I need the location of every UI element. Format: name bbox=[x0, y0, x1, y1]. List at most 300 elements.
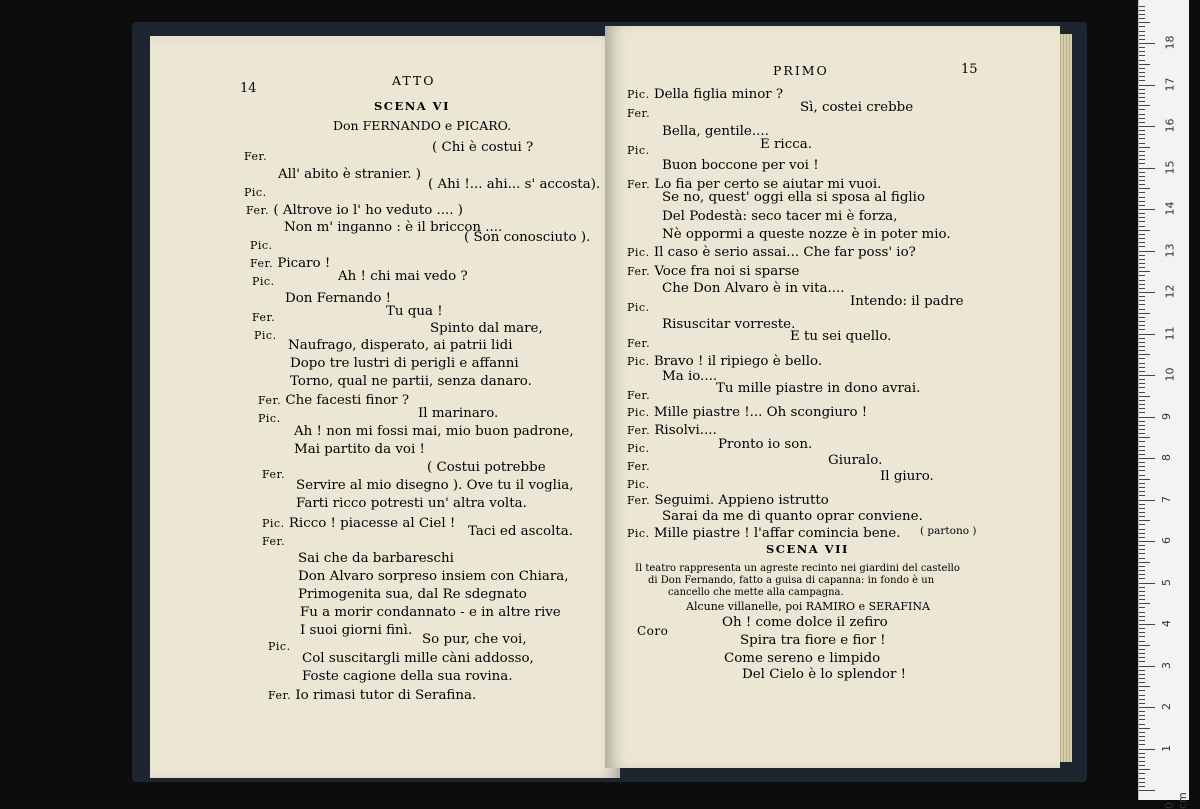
ruler-tick bbox=[1139, 475, 1145, 476]
ruler-tick bbox=[1139, 790, 1155, 791]
scene-title-left: SCENA VI bbox=[374, 99, 450, 113]
dialogue-line bbox=[627, 337, 650, 350]
ruler-tick bbox=[1139, 458, 1155, 459]
ruler-tick bbox=[1139, 230, 1150, 231]
ruler-tick bbox=[1139, 628, 1145, 629]
ruler-tick bbox=[1139, 379, 1145, 380]
ruler-tick bbox=[1139, 134, 1145, 135]
dialogue-line: So pur, che voi, bbox=[422, 632, 527, 647]
speaker-label: Fer. bbox=[250, 257, 274, 270]
dialogue-line: Primogenita sua, dal Re sdegnato bbox=[298, 587, 527, 602]
speaker-label: Fer. bbox=[627, 460, 651, 473]
dialogue-line: Pic. Della figlia minor ? bbox=[627, 87, 784, 102]
ruler-tick bbox=[1139, 263, 1145, 264]
ruler-tick bbox=[1139, 172, 1145, 173]
ruler-tick bbox=[1139, 334, 1155, 335]
ruler-tick bbox=[1139, 317, 1145, 318]
dialogue-line bbox=[244, 150, 267, 163]
ruler-tick bbox=[1139, 55, 1145, 56]
ruler-tick bbox=[1139, 159, 1145, 160]
dialogue-line bbox=[252, 311, 275, 324]
ruler-tick bbox=[1139, 138, 1145, 139]
ruler-tick bbox=[1139, 583, 1155, 584]
ruler-tick bbox=[1139, 786, 1145, 787]
ruler-tick bbox=[1139, 616, 1145, 617]
ruler-number: 6 bbox=[1160, 537, 1173, 544]
ruler-tick bbox=[1139, 234, 1145, 235]
dialogue-line: Ah ! chi mai vedo ? bbox=[338, 269, 468, 284]
ruler-number: 15 bbox=[1163, 160, 1177, 174]
stage-direction-line: di Don Fernando, fatto a guisa di capanna: in fondo è un bbox=[648, 575, 935, 586]
ruler-tick bbox=[1139, 462, 1145, 463]
dialogue-line: Buon boccone per voi ! bbox=[662, 158, 819, 173]
dialogue-line: Sì, costei crebbe bbox=[800, 100, 914, 115]
ruler-tick bbox=[1139, 454, 1145, 455]
ruler-tick bbox=[1139, 10, 1145, 11]
ruler-tick bbox=[1139, 259, 1145, 260]
ruler-number: 11 bbox=[1163, 326, 1177, 340]
ruler-tick bbox=[1139, 495, 1145, 496]
dialogue-line: Taci ed ascolta. bbox=[468, 524, 573, 539]
ruler-tick bbox=[1139, 163, 1145, 164]
speaker-label: Fer. bbox=[627, 265, 651, 278]
ruler-tick bbox=[1139, 329, 1145, 330]
dialogue-line: Pic. Ricco ! piacesse al Ciel ! bbox=[262, 516, 456, 531]
ruler-tick bbox=[1139, 533, 1145, 534]
ruler-tick bbox=[1139, 217, 1145, 218]
ruler-tick bbox=[1139, 545, 1145, 546]
speaker-label: Fer. bbox=[627, 107, 651, 120]
ruler-tick bbox=[1139, 404, 1145, 405]
ruler-tick bbox=[1139, 35, 1145, 36]
ruler-tick bbox=[1139, 732, 1145, 733]
dialogue-line bbox=[262, 535, 285, 548]
dialogue-line: Pic. Il caso è serio assai... Che far poss' io? bbox=[627, 245, 916, 260]
ruler-tick bbox=[1139, 782, 1145, 783]
dialogue-line: ( partono ) bbox=[920, 525, 977, 537]
dialogue-line: ( Chi è costui ? bbox=[432, 140, 534, 155]
dialogue-line: Mai partito da voi ! bbox=[294, 442, 425, 457]
ruler-tick bbox=[1139, 632, 1145, 633]
ruler-tick bbox=[1139, 209, 1155, 210]
dialogue-line bbox=[268, 640, 291, 653]
ruler-tick bbox=[1139, 304, 1145, 305]
ruler-tick bbox=[1139, 612, 1145, 613]
speaker-label: Pic. bbox=[627, 144, 650, 157]
ruler-tick bbox=[1139, 491, 1145, 492]
dialogue-line: Ma io.... bbox=[662, 369, 718, 384]
ruler-tick bbox=[1139, 778, 1145, 779]
dialogue-line: Bella, gentile.... bbox=[662, 124, 769, 139]
speaker-label: Fer. bbox=[268, 689, 292, 702]
dialogue-line bbox=[627, 144, 650, 157]
ruler-tick bbox=[1139, 387, 1145, 388]
ruler-number: 4 bbox=[1160, 620, 1173, 627]
ruler-number: 16 bbox=[1163, 118, 1177, 133]
dialogue-line: Sai che da barbareschi bbox=[298, 551, 454, 566]
ruler-tick bbox=[1139, 238, 1145, 239]
ruler-number: 3 bbox=[1160, 661, 1173, 669]
ruler-tick bbox=[1139, 719, 1145, 720]
dialogue-line: Ah ! non mi fossi mai, mio buon padrone, bbox=[294, 424, 574, 439]
dialogue-line: E ricca. bbox=[760, 137, 812, 152]
dialogue-line: Col suscitargli mille càni addosso, bbox=[302, 651, 534, 666]
ruler-tick bbox=[1139, 213, 1145, 214]
ruler-tick bbox=[1139, 437, 1150, 438]
ruler-tick bbox=[1139, 271, 1150, 272]
ruler-tick bbox=[1139, 479, 1150, 480]
speaker-label: Pic. bbox=[262, 517, 285, 530]
ruler-tick bbox=[1139, 537, 1145, 538]
chorus-line: Come sereno e limpido bbox=[724, 651, 881, 666]
ruler-tick bbox=[1139, 197, 1145, 198]
ruler-tick bbox=[1139, 309, 1145, 310]
dialogue-line: Fu a morir condannato - e in altre rive bbox=[300, 605, 561, 620]
dialogue-line bbox=[627, 478, 650, 491]
dialogue-line: Naufrago, disperato, ai patrii lidi bbox=[288, 338, 513, 353]
ruler-tick bbox=[1139, 80, 1145, 81]
ruler-tick bbox=[1139, 392, 1145, 393]
ruler-tick bbox=[1139, 130, 1145, 131]
speaker-label: Fer. bbox=[627, 337, 651, 350]
dialogue-line bbox=[627, 107, 650, 120]
dialogue-line: Servire al mio disegno ). Ove tu il voglia, bbox=[296, 478, 574, 493]
ruler-tick bbox=[1139, 417, 1155, 418]
ruler-tick bbox=[1139, 246, 1145, 247]
ruler-tick bbox=[1139, 757, 1145, 758]
dialogue-line: Pic. Mille piastre !... Oh scongiuro ! bbox=[627, 405, 868, 420]
ruler-tick bbox=[1139, 109, 1145, 110]
dialogue-line: Il giuro. bbox=[880, 469, 934, 484]
ruler-tick bbox=[1139, 26, 1145, 27]
ruler-tick bbox=[1139, 105, 1150, 106]
dialogue-line: Farti ricco potresti un' altra volta. bbox=[296, 496, 527, 511]
ruler-tick bbox=[1139, 221, 1145, 222]
stage-direction-line: cancello che mette alla campagna. bbox=[668, 587, 844, 598]
speaker-label: Pic. bbox=[258, 412, 281, 425]
page-edges bbox=[1058, 34, 1072, 762]
ruler-tick bbox=[1139, 599, 1145, 600]
ruler-tick bbox=[1139, 661, 1145, 662]
dialogue-line bbox=[627, 460, 650, 473]
ruler-tick bbox=[1139, 699, 1145, 700]
dialogue-line: Dopo tre lustri di perigli e affanni bbox=[290, 356, 519, 371]
dialogue-line bbox=[258, 412, 281, 425]
ruler-tick bbox=[1139, 6, 1145, 7]
ruler-tick bbox=[1139, 641, 1145, 642]
ruler-tick bbox=[1139, 85, 1155, 86]
ruler-tick bbox=[1139, 288, 1145, 289]
ruler-tick bbox=[1139, 255, 1145, 256]
ruler-tick bbox=[1139, 51, 1145, 52]
dialogue-line: Pic. Bravo ! il ripiego è bello. bbox=[627, 354, 823, 369]
ruler-tick bbox=[1139, 761, 1145, 762]
ruler-number: 12 bbox=[1163, 284, 1177, 299]
dialogue-line: Sarai da me di quanto oprar conviene. bbox=[662, 509, 923, 524]
ruler-tick bbox=[1139, 126, 1155, 127]
dialogue-line: Don Fernando ! bbox=[285, 291, 392, 306]
ruler-number: 0 cm bbox=[1163, 792, 1189, 809]
ruler-tick bbox=[1139, 749, 1155, 750]
ruler-tick bbox=[1139, 516, 1145, 517]
ruler-tick bbox=[1139, 682, 1145, 683]
dialogue-line: Tu qua ! bbox=[386, 304, 443, 319]
ruler-number: 5 bbox=[1160, 578, 1173, 586]
speaker-label: Pic. bbox=[627, 442, 650, 455]
dialogue-line: Il marinaro. bbox=[418, 406, 499, 421]
dialogue-line: Fer. ( Altrove io l' ho veduto .... ) bbox=[246, 203, 464, 218]
ruler-tick bbox=[1139, 541, 1155, 542]
ruler-tick bbox=[1139, 620, 1145, 621]
chorus-line: Oh ! come dolce il zefiro bbox=[722, 615, 888, 630]
ruler-tick bbox=[1139, 168, 1155, 169]
dialogue-line: Fer. Seguimi. Appieno istrutto bbox=[627, 493, 829, 508]
ruler-tick bbox=[1139, 603, 1150, 604]
ruler-tick bbox=[1139, 446, 1145, 447]
ruler-tick bbox=[1139, 313, 1150, 314]
ruler-tick bbox=[1139, 97, 1145, 98]
ruler-tick bbox=[1139, 433, 1145, 434]
ruler-tick bbox=[1139, 549, 1145, 550]
ruler-tick bbox=[1139, 578, 1145, 579]
ruler-tick bbox=[1139, 31, 1145, 32]
stage-direction-line: Il teatro rappresenta un agreste recinto nei giardini del castello bbox=[635, 563, 960, 574]
ruler-number: 2 bbox=[1160, 703, 1173, 710]
ruler-tick bbox=[1139, 292, 1155, 293]
ruler-tick bbox=[1139, 280, 1145, 281]
scene-title-right: SCENA VII bbox=[766, 542, 849, 556]
dialogue-line: Risuscitar vorreste. bbox=[662, 317, 796, 332]
ruler-tick bbox=[1139, 753, 1145, 754]
ruler-tick bbox=[1139, 524, 1145, 525]
ruler-tick bbox=[1139, 740, 1145, 741]
dialogue-line: Non m' inganno : è il briccon .... bbox=[284, 220, 503, 235]
ruler-tick bbox=[1139, 275, 1145, 276]
ruler-tick bbox=[1139, 412, 1145, 413]
ruler-tick bbox=[1139, 18, 1145, 19]
ruler-tick bbox=[1139, 773, 1145, 774]
ruler-tick bbox=[1139, 321, 1145, 322]
ruler-tick bbox=[1139, 267, 1145, 268]
ruler-number: 17 bbox=[1163, 77, 1177, 91]
ruler-tick bbox=[1139, 421, 1145, 422]
scene-characters-left: Don FERNANDO e PICARO. bbox=[333, 118, 512, 133]
dialogue-line: Del Podestà: seco tacer mi è forza, bbox=[662, 209, 898, 224]
speaker-label: Pic. bbox=[627, 478, 650, 491]
dialogue-line: Fer. Risolvi.... bbox=[627, 423, 717, 438]
ruler-tick bbox=[1139, 595, 1145, 596]
ruler-tick bbox=[1139, 657, 1145, 658]
dialogue-line: I suoi giorni finì. bbox=[300, 623, 413, 638]
ruler-number: 9 bbox=[1160, 412, 1173, 420]
ruler-tick bbox=[1139, 400, 1145, 401]
ruler-tick bbox=[1139, 529, 1145, 530]
ruler-tick bbox=[1139, 587, 1145, 588]
speaker-label: Pic. bbox=[250, 239, 273, 252]
ruler-tick bbox=[1139, 338, 1145, 339]
speaker-label: Fer. bbox=[627, 178, 651, 191]
dialogue-line: Torno, qual ne partii, senza danaro. bbox=[290, 374, 532, 389]
dialogue-line bbox=[250, 239, 273, 252]
ruler-tick bbox=[1139, 607, 1145, 608]
ruler-tick bbox=[1139, 574, 1145, 575]
ruler-tick bbox=[1139, 118, 1145, 119]
ruler-tick bbox=[1139, 645, 1150, 646]
ruler-tick bbox=[1139, 64, 1150, 65]
ruler-tick bbox=[1139, 649, 1145, 650]
chorus-speaker: Coro bbox=[637, 624, 669, 638]
ruler-tick bbox=[1139, 371, 1145, 372]
speaker-label: Fer. bbox=[627, 424, 651, 437]
running-head-left: ATTO bbox=[392, 73, 436, 88]
speaker-label: Fer. bbox=[627, 494, 651, 507]
ruler-tick bbox=[1139, 72, 1145, 73]
ruler-tick bbox=[1139, 466, 1145, 467]
speaker-label: Pic. bbox=[627, 355, 650, 368]
speaker-label: Fer. bbox=[246, 204, 270, 217]
ruler-tick bbox=[1139, 354, 1150, 355]
ruler-tick bbox=[1139, 284, 1145, 285]
speaker-label: Fer. bbox=[262, 468, 286, 481]
ruler-tick bbox=[1139, 358, 1145, 359]
ruler-tick bbox=[1139, 653, 1145, 654]
ruler-number: 1 bbox=[1160, 744, 1173, 752]
dialogue-line: Don Alvaro sorpreso insiem con Chiara, bbox=[298, 569, 569, 584]
measurement-ruler bbox=[1138, 0, 1189, 809]
dialogue-line: Se no, quest' oggi ella si sposa al figlio bbox=[662, 190, 926, 205]
ruler-tick bbox=[1139, 520, 1150, 521]
dialogue-line: Foste cagione della sua rovina. bbox=[302, 669, 513, 684]
dialogue-line: All' abito è stranier. ) bbox=[278, 167, 422, 182]
ruler-tick bbox=[1139, 155, 1145, 156]
ruler-tick bbox=[1139, 558, 1145, 559]
speaker-label: Fer. bbox=[252, 311, 276, 324]
dialogue-line: ( Son conosciuto ). bbox=[464, 230, 591, 245]
ruler-tick bbox=[1139, 342, 1145, 343]
ruler-number: 13 bbox=[1163, 243, 1177, 257]
ruler-tick bbox=[1139, 707, 1155, 708]
ruler-tick bbox=[1139, 429, 1145, 430]
ruler-tick bbox=[1139, 504, 1145, 505]
ruler-tick bbox=[1139, 470, 1145, 471]
ruler-tick bbox=[1139, 93, 1145, 94]
ruler-tick bbox=[1139, 690, 1145, 691]
ruler-tick bbox=[1139, 441, 1145, 442]
dialogue-line bbox=[627, 442, 650, 455]
running-head-right: PRIMO bbox=[773, 63, 829, 78]
speaker-label: Fer. bbox=[244, 150, 268, 163]
ruler-tick bbox=[1139, 300, 1145, 301]
dialogue-line: Spinto dal mare, bbox=[430, 321, 543, 336]
ruler-tick bbox=[1139, 736, 1145, 737]
dialogue-line: Fer. Io rimasi tutor di Serafina. bbox=[268, 688, 477, 703]
ruler-tick bbox=[1139, 670, 1145, 671]
ruler-tick bbox=[1139, 176, 1145, 177]
page-number-left: 14 bbox=[240, 81, 257, 96]
dialogue-line: Che Don Alvaro è in vita.... bbox=[662, 281, 845, 296]
ruler-tick bbox=[1139, 114, 1145, 115]
ruler-number: 8 bbox=[1160, 454, 1173, 461]
ruler-tick bbox=[1139, 76, 1145, 77]
speaker-label: Pic. bbox=[252, 275, 275, 288]
ruler-tick bbox=[1139, 147, 1150, 148]
scene-characters-right: Alcune villanelle, poi RAMIRO e SERAFINA bbox=[686, 600, 930, 613]
ruler-tick bbox=[1139, 350, 1145, 351]
ruler-tick bbox=[1139, 666, 1155, 667]
dialogue-line: ( Ahi !... ahi... s' accosta). bbox=[428, 177, 601, 192]
ruler-tick bbox=[1139, 765, 1145, 766]
ruler-tick bbox=[1139, 14, 1145, 15]
ruler-tick bbox=[1139, 122, 1145, 123]
ruler-tick bbox=[1139, 396, 1150, 397]
dialogue-line bbox=[627, 389, 650, 402]
ruler-tick bbox=[1139, 363, 1145, 364]
ruler-tick bbox=[1139, 678, 1145, 679]
ruler-tick bbox=[1139, 408, 1145, 409]
ruler-tick bbox=[1139, 296, 1145, 297]
ruler-number: 18 bbox=[1163, 35, 1177, 50]
ruler-tick bbox=[1139, 500, 1155, 501]
speaker-label: Fer. bbox=[258, 394, 282, 407]
ruler-tick bbox=[1139, 151, 1145, 152]
ruler-tick bbox=[1139, 43, 1155, 44]
dialogue-line: Pronto io son. bbox=[718, 437, 813, 452]
ruler-number: 10 bbox=[1163, 367, 1177, 382]
ruler-number: 14 bbox=[1163, 201, 1177, 216]
dialogue-line: Fer. Che facesti finor ? bbox=[258, 393, 410, 408]
ruler-tick bbox=[1139, 570, 1145, 571]
speaker-label: Pic. bbox=[627, 301, 650, 314]
ruler-tick bbox=[1139, 192, 1145, 193]
ruler-tick bbox=[1139, 715, 1145, 716]
ruler-tick bbox=[1139, 188, 1150, 189]
speaker-label: Pic. bbox=[268, 640, 291, 653]
ruler-tick bbox=[1139, 47, 1145, 48]
dialogue-line: Fer. Voce fra noi si sparse bbox=[627, 264, 800, 279]
dialogue-line: Tu mille piastre in dono avrai. bbox=[716, 381, 921, 396]
ruler-tick bbox=[1139, 367, 1145, 368]
ruler-tick bbox=[1139, 180, 1145, 181]
ruler-tick bbox=[1139, 512, 1145, 513]
ruler-tick bbox=[1139, 508, 1145, 509]
ruler-tick bbox=[1139, 487, 1145, 488]
ruler-tick bbox=[1139, 728, 1150, 729]
ruler-tick bbox=[1139, 724, 1145, 725]
ruler-tick bbox=[1139, 703, 1145, 704]
speaker-label: Pic. bbox=[254, 329, 277, 342]
ruler-tick bbox=[1139, 566, 1145, 567]
dialogue-line: Giuralo. bbox=[828, 453, 883, 468]
speaker-label: Pic. bbox=[244, 186, 267, 199]
ruler-tick bbox=[1139, 562, 1150, 563]
ruler-tick bbox=[1139, 325, 1145, 326]
ruler-tick bbox=[1139, 711, 1145, 712]
dialogue-line: Pic. Mille piastre ! l'affar comincia bene. bbox=[627, 526, 901, 541]
ruler-tick bbox=[1139, 242, 1145, 243]
ruler-number: 7 bbox=[1160, 495, 1173, 503]
ruler-tick bbox=[1139, 425, 1145, 426]
speaker-label: Pic. bbox=[627, 406, 650, 419]
ruler-tick bbox=[1139, 39, 1145, 40]
speaker-label: Fer. bbox=[262, 535, 286, 548]
ruler-tick bbox=[1139, 89, 1145, 90]
dialogue-line: Nè oppormi a queste nozze è in poter mio. bbox=[662, 227, 951, 242]
dialogue-line: Fer. Picaro ! bbox=[250, 256, 331, 271]
ruler-tick bbox=[1139, 591, 1145, 592]
ruler-tick bbox=[1139, 22, 1150, 23]
ruler-tick bbox=[1139, 251, 1155, 252]
ruler-tick bbox=[1139, 636, 1145, 637]
